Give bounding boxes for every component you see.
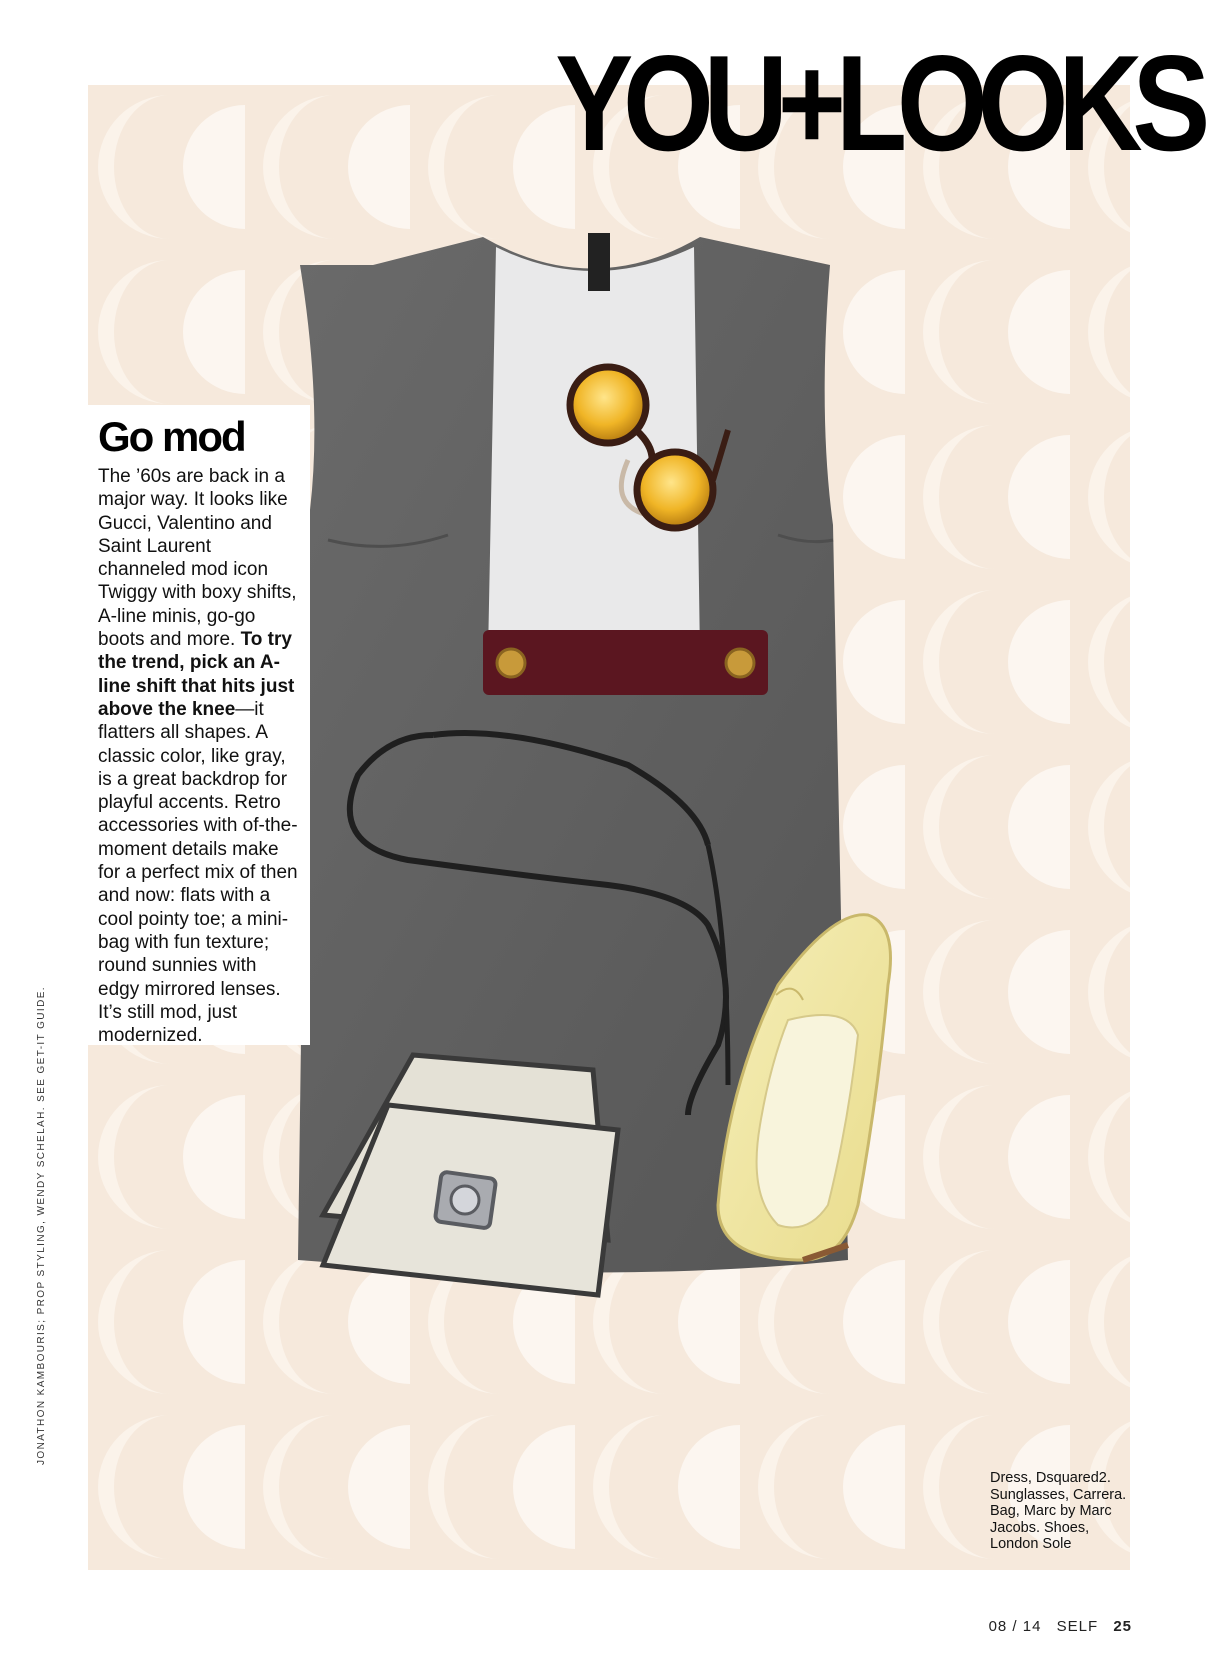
- folio-magazine: SELF: [1056, 1618, 1099, 1635]
- photo-credit: JONATHON KAMBOURIS; PROP STYLING, WENDY SCHELAH. SEE GET-IT GUIDE.: [36, 986, 47, 1465]
- folio: [989, 1618, 1132, 1635]
- section-title: YOU+LOOKS: [555, 27, 1200, 179]
- body-intro: The ’60s are back in a major way. It looks like Gucci, Valentino and Saint Laurent channeled mod icon Twiggy with boxy shifts, A-line minis, go-go boots and more.: [98, 466, 297, 651]
- article-textbox: [88, 405, 310, 1045]
- article-body: [98, 465, 300, 1047]
- gold-button-left: [497, 649, 525, 677]
- product-caption: Dress, Dsquared2. Sunglasses, Carrera. Bag, Marc by Marc Jacobs. Shoes, London Sole: [990, 1470, 1127, 1552]
- body-bold: To try the trend, pick an A-line shift that hits just above the knee: [98, 629, 295, 720]
- zipper: [588, 233, 610, 291]
- folio-page-number: 25: [1113, 1618, 1132, 1635]
- body-rest: —it flatters all shapes. A classic color, like gray, is a great backdrop for playful accents. Retro accessories with of-the-moment details make for a perfect mix of then and now: flats with a cool pointy toe; a mini-bag with fun texture; round sunnies with edgy mirrored lenses. It’s still mod, just modernized.: [98, 698, 298, 1047]
- gold-button-right: [726, 649, 754, 677]
- article-headline: Go mod: [98, 413, 245, 460]
- folio-date: 08 / 14: [988, 1618, 1042, 1635]
